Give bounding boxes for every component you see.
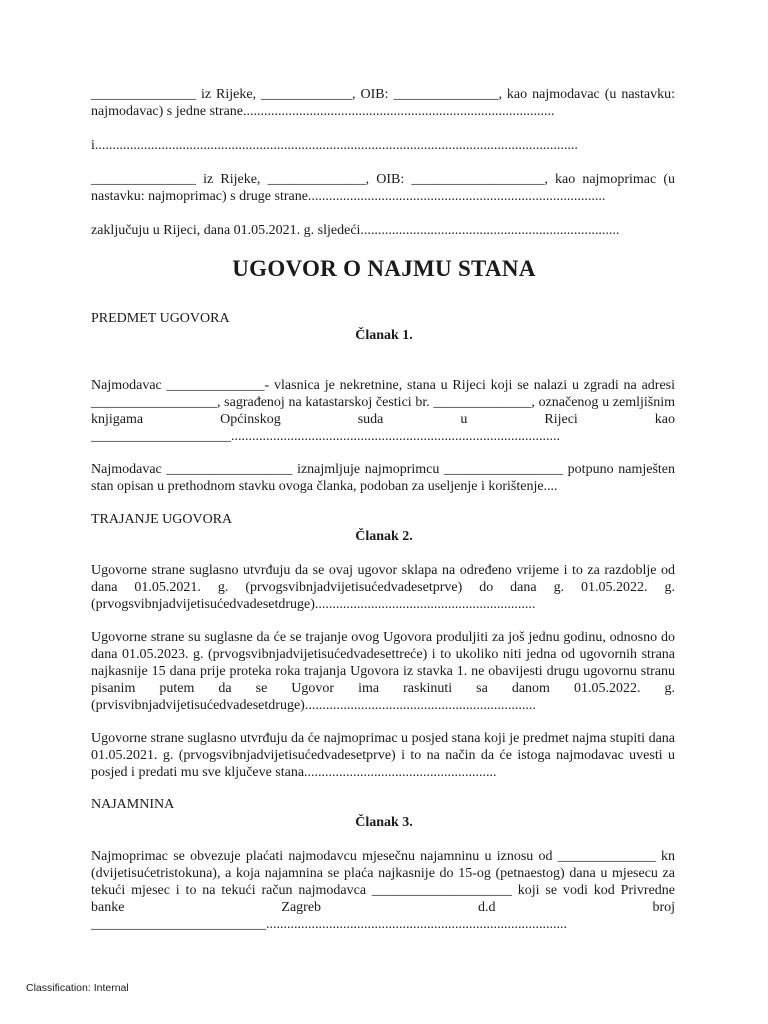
- intro-and-line: i..........................................................................................................................................: [91, 138, 578, 153]
- section-heading-predmet: PREDMET UGOVORA: [91, 311, 230, 326]
- classification-footer: Classification: Internal: [26, 982, 129, 994]
- clanak-3-heading: Članak 3.: [355, 815, 413, 830]
- intro-tenant-paragraph: _______________ iz Rijeke, ______________, OIB: ___________________, kao najmoprimac (u nastavku: najmoprimac) s druge strane.....................................................................................: [91, 172, 675, 204]
- section-heading-najamnina: NAJAMNINA: [91, 797, 175, 812]
- section-heading-trajanje: TRAJANJE UGOVORA: [91, 512, 233, 527]
- clanak-2-heading: Članak 2.: [355, 529, 413, 544]
- clanak-1-heading: Članak 1.: [355, 328, 413, 343]
- clanak-1-paragraph-2: Najmodavac __________________ iznajmljuje najmoprimcu _________________ potpuno namješten stan opisan u prethodnom stavku ovoga članka, podoban za useljenje i korištenje....: [91, 462, 675, 494]
- clanak-2-paragraph-1: Ugovorne strane suglasno utvrđuju da se ovaj ugovor sklapa na određeno vrijeme i to za razdoblje od dana 01.05.2021. g. (prvogsvibnjadvijetisućedvadesetprve) do dana g. 01.05.2022. g. (prvogsvibnjadvijetisućedvadesetdruge)...............................................................: [91, 563, 675, 612]
- clanak-3-paragraph-1: Najmoprimac se obvezuje plaćati najmodavcu mjesečnu najamninu u iznosu od ______________ kn (dvijetisućetristokuna), a koja najamnina se plaća najkasnije do 15-og (petnaestog) dana u mjesecu za tekući mjesec i to na tekući račun najmodavca ____________________ koji se vodi kod Privredne banke Zagreb d.d broj _________________________......................................................................................: [91, 849, 675, 932]
- intro-landlord-paragraph: _______________ iz Rijeke, _____________, OIB: _______________, kao najmodavac (u nastavku: najmodavac) s jedne strane.........................................................................................: [91, 87, 675, 119]
- clanak-2-paragraph-2: Ugovorne strane su suglasne da će se trajanje ovog Ugovora produljiti za još jednu godinu, odnosno do dana 01.05.2023. g. (prvogsvibnjadvijetisućedvadesettreće) i to ukoliko niti jedna od ugovornih strana najkasnije 15 dana prije proteka roka trajanja Ugovora iz stavka 1. ne obavijesti drugu ugovornu stranu pisanim putem da se Ugovor ima raskinuti sa danom 01.05.2022. g. (prvisvibnjadvijetisućedvadesetdruge)..................................................................: [91, 630, 675, 713]
- clanak-2-paragraph-3: Ugovorne strane suglasno utvrđuju da će najmoprimac u posjed stana koji je predmet najma stupiti dana 01.05.2021. g. (prvogsvibnjadvijetisućedvadesetprve) i to na način da će istoga najmodavac uvesti u posjed i predati mu sve ključeve stana.......................................................: [91, 731, 675, 780]
- document-title: UGOVOR O NAJMU STANA: [232, 256, 536, 281]
- intro-conclusion-line: zaključuju u Rijeci, dana 01.05.2021. g. sljedeći..........................................................................: [91, 223, 620, 238]
- clanak-1-paragraph-1: Najmodavac ______________- vlasnica je nekretnine, stana u Rijeci koji se nalazi u zgradi na adresi __________________, sagrađenoj na katastarskoj čestici br. ______________, označenog u zemljišnim knjigama Općinskog suda u Rijeci kao ____________________..............................................................................................: [91, 378, 675, 444]
